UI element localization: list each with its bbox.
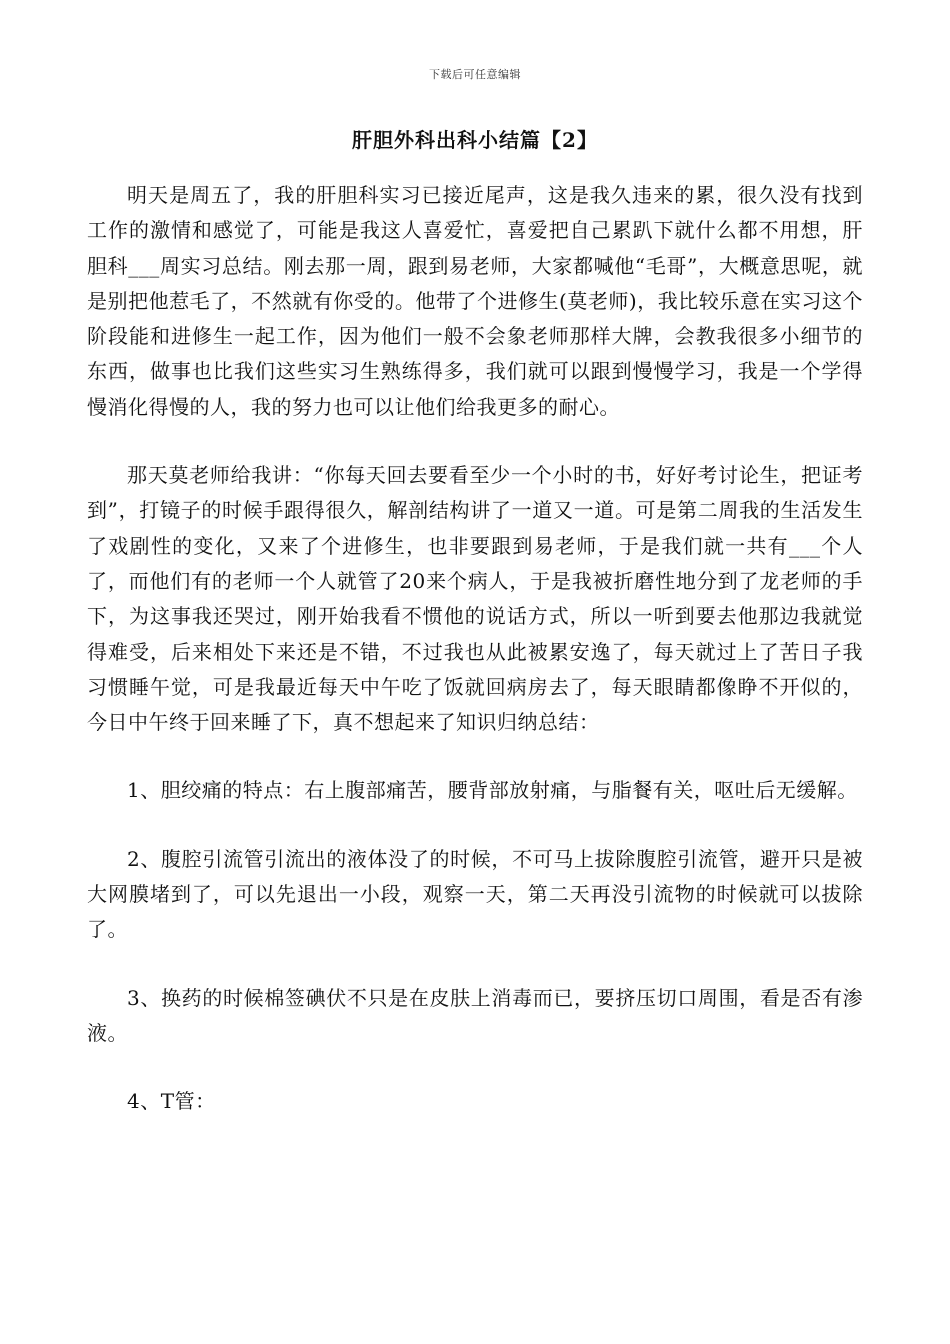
list-item-1: 1、胆绞痛的特点：右上腹部痛苦，腰背部放射痛，与脂餐有关，呕吐后无缓解。 <box>127 778 858 803</box>
list-item-2: 2、腹腔引流管引流出的液体没了的时候，不可马上拔除腹腔引流管，避开只是被大网膜堵到了，可以先退出一小段，观察一天，第二天再没引流物的时候就可以拔除了。 <box>87 846 863 942</box>
document-title: 肝胆外科出科小结篇【2】 <box>352 128 598 152</box>
list-item-4: 4、T管： <box>127 1089 216 1114</box>
document-body <box>87 178 863 1120</box>
body-paragraph: 那天莫老师给我讲：“你每天回去要看至少一个小时的书，好好考讨论生，把证考到”，打镜子的时候手跟得很久，解剖结构讲了一道又一道。可是第二周我的生活发生了戏剧性的变化，又来了个进修生，也非要跟到易老师，于是我们就一共有___个人了，而他们有的老师一个人就管了20来个病人，于是我被折磨性地分到了龙老师的手下，为这事我还哭过，刚开始我看不惯他的说话方式，所以一听到要去他那边我就觉得难受，后来相处下来还是不错，不过我也从此被累安逸了，每天就过上了苦日子我习惯睡午觉，可是我最近每天中午吃了饭就回病房去了，每天眼睛都像睁不开似的，今日中午终于回来睡了下，真不想起来了知识归纳总结： <box>87 463 863 735</box>
header-note: 下载后可任意编辑 <box>429 68 521 81</box>
list-item-3: 3、换药的时候棉签碘伏不只是在皮肤上消毒而已，要挤压切口周围，看是否有渗液。 <box>87 985 863 1045</box>
body-paragraph: 明天是周五了，我的肝胆科实习已接近尾声，这是我久违来的累，很久没有找到工作的激情和感觉了，可能是我这人喜爱忙，喜爱把自己累趴下就什么都不用想，肝胆科___周实习总结。刚去那一周，跟到易老师，大家都喊他“毛哥”，大概意思呢，就是别把他惹毛了，不然就有你受的。他带了个进修生(莫老师)，我比较乐意在实习这个阶段能和进修生一起工作，因为他们一般不会象老师那样大牌，会教我很多小细节的东西，做事也比我们这些实习生熟练得多，我们就可以跟到慢慢学习，我是一个学得慢消化得慢的人，我的努力也可以让他们给我更多的耐心。 <box>87 183 863 419</box>
